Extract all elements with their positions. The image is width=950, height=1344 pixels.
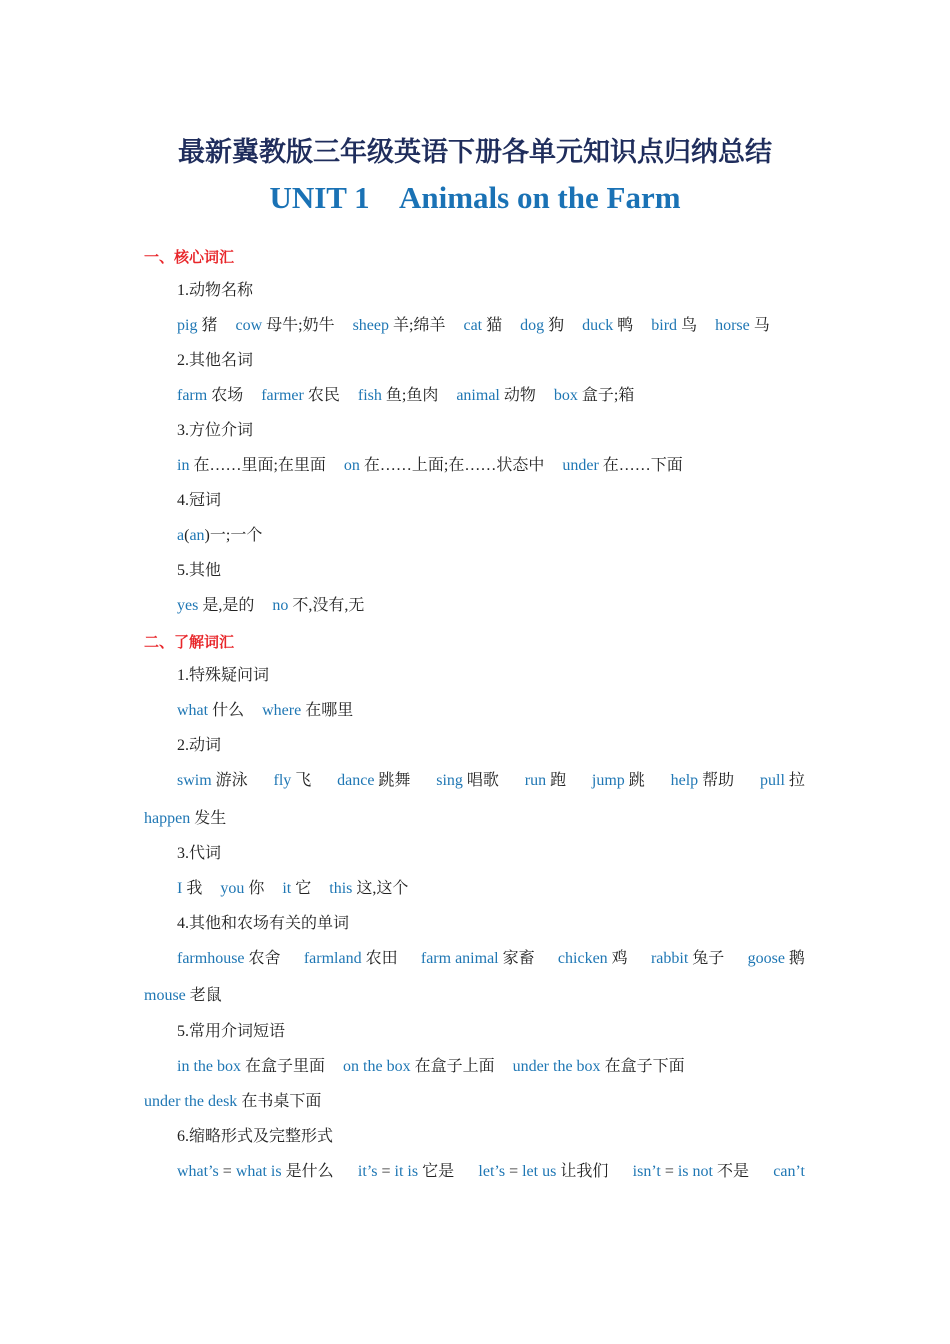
subheading-animal-names: 1.动物名称	[177, 282, 254, 299]
word-en: pig	[177, 317, 198, 334]
vocab-line-wh-words	[177, 701, 353, 721]
word-en: an	[189, 527, 205, 544]
word-en: cow	[235, 317, 263, 334]
vocab-line-farm-words	[177, 949, 805, 969]
word-en: swim	[177, 772, 212, 789]
word-en: on the box	[343, 1058, 411, 1075]
word-en: in the box	[177, 1058, 241, 1075]
word-en: cat	[463, 317, 483, 334]
vocab-line-prep-phrases-cont	[144, 1092, 321, 1112]
word-en: farmland	[303, 950, 362, 967]
word-zh: 是什么	[285, 1163, 334, 1180]
word-zh: 在盒子下面	[604, 1058, 685, 1075]
word-zh: 在盒子上面	[414, 1058, 495, 1075]
word-zh: 跳	[628, 772, 645, 789]
word-en: sheep	[352, 317, 390, 334]
paren-open: (	[184, 527, 190, 544]
word-zh: 家畜	[502, 950, 535, 967]
vocab-line-others	[177, 596, 364, 616]
word-zh: 在盒子里面	[245, 1058, 326, 1075]
word-zh: 拉	[788, 772, 805, 789]
word-zh: 鸭	[617, 317, 634, 334]
contraction-short: it’s	[357, 1163, 378, 1180]
equals-sign: =	[505, 1163, 523, 1180]
word-zh: 一;一个	[209, 527, 263, 544]
word-en: fish	[357, 387, 382, 404]
subheading-prep-phrases: 5.常用介词短语	[177, 1023, 286, 1040]
vocab-line-verbs-cont	[144, 809, 226, 829]
word-en: goose	[747, 950, 785, 967]
word-zh: 游泳	[215, 772, 248, 789]
word-en: fly	[273, 772, 292, 789]
word-zh: 动物	[503, 387, 536, 404]
contraction-short: what’s	[177, 1163, 219, 1180]
word-en: under	[562, 457, 599, 474]
word-en: help	[670, 772, 699, 789]
word-zh: 鸟	[681, 317, 698, 334]
word-zh: 不,没有,无	[292, 597, 365, 614]
word-en: jump	[591, 772, 625, 789]
subheading-verbs: 2.动词	[177, 737, 222, 754]
contraction-full: let us	[522, 1163, 557, 1180]
vocab-line-verbs	[177, 771, 805, 791]
word-zh: 羊;绵羊	[393, 317, 446, 334]
word-en: dog	[520, 317, 545, 334]
word-zh: 猫	[486, 317, 503, 334]
word-zh: 老鼠	[189, 987, 222, 1004]
paren-close: )	[204, 527, 210, 544]
word-zh: 在……下面	[602, 457, 683, 474]
vocab-line-farm-words-cont	[144, 986, 222, 1006]
unit-title: UNIT 1 Animals on the Farm	[269, 180, 681, 215]
word-en: what	[177, 702, 209, 719]
word-zh: 跑	[550, 772, 567, 789]
word-en: dance	[337, 772, 375, 789]
word-en: where	[262, 702, 302, 719]
word-zh: 鹅	[788, 950, 805, 967]
word-en: chicken	[557, 950, 608, 967]
word-zh: 不是	[716, 1163, 749, 1180]
word-zh: 你	[248, 880, 265, 897]
word-en: run	[524, 772, 547, 789]
contraction-short: isn’t	[632, 1163, 661, 1180]
word-en: farm	[177, 387, 208, 404]
subheading-wh-words: 1.特殊疑问词	[177, 667, 270, 684]
word-zh: 农舍	[248, 950, 281, 967]
vocab-line-animals	[177, 316, 770, 336]
word-en: animal	[456, 387, 500, 404]
word-en: farmhouse	[177, 950, 245, 967]
word-en: on	[343, 457, 360, 474]
word-zh: 在书桌下面	[241, 1093, 322, 1110]
word-zh: 鸡	[611, 950, 628, 967]
contraction-full: what is	[235, 1163, 282, 1180]
subheading-contractions: 6.缩略形式及完整形式	[177, 1128, 334, 1145]
word-zh: 我	[186, 880, 203, 897]
vocab-line-article	[177, 526, 262, 546]
contraction-full: it is	[394, 1163, 419, 1180]
word-zh: 这,这个	[356, 880, 409, 897]
word-zh: 它是	[422, 1163, 455, 1180]
contraction-full: is not	[677, 1163, 713, 1180]
word-en: no	[272, 597, 289, 614]
document-title: 最新冀教版三年级英语下册各单元知识点归纳总结	[178, 137, 772, 168]
word-en: farm animal	[420, 950, 499, 967]
word-en: under the box	[512, 1058, 601, 1075]
word-zh: 在……上面;在……状态中	[363, 457, 545, 474]
word-zh: 跳舞	[378, 772, 411, 789]
word-zh: 马	[753, 317, 770, 334]
word-zh: 农民	[307, 387, 340, 404]
word-en: farmer	[261, 387, 304, 404]
contraction-short: let’s	[478, 1163, 506, 1180]
word-en: happen	[144, 810, 191, 827]
equals-sign: =	[660, 1163, 678, 1180]
word-zh: 在……里面;在里面	[193, 457, 326, 474]
word-zh: 猪	[201, 317, 218, 334]
word-en: you	[220, 880, 245, 897]
word-en: horse	[715, 317, 750, 334]
subheading-prepositions: 3.方位介词	[177, 422, 254, 439]
vocab-line-pronouns	[177, 879, 408, 899]
word-en: box	[553, 387, 578, 404]
word-zh: 盒子;箱	[581, 387, 635, 404]
vocab-line-contractions	[177, 1162, 805, 1182]
word-en: in	[177, 457, 190, 474]
subheading-others: 5.其他	[177, 562, 222, 579]
word-en: bird	[651, 317, 678, 334]
vocab-line-prepositions	[177, 456, 683, 476]
word-en: under the desk	[144, 1093, 238, 1110]
word-en: it	[282, 880, 292, 897]
word-en: sing	[436, 772, 463, 789]
section-heading-core-vocab: 一、核心词汇	[144, 248, 235, 266]
word-zh: 让我们	[560, 1163, 609, 1180]
vocab-line-nouns	[177, 386, 634, 406]
subheading-articles: 4.冠词	[177, 492, 222, 509]
word-en: mouse	[144, 987, 186, 1004]
subheading-farm-words: 4.其他和农场有关的单词	[177, 915, 350, 932]
equals-sign: =	[218, 1163, 236, 1180]
word-zh: 帮助	[702, 772, 735, 789]
word-zh: 什么	[212, 702, 245, 719]
word-zh: 农场	[211, 387, 244, 404]
word-zh: 母牛;奶牛	[266, 317, 335, 334]
subheading-pronouns: 3.代词	[177, 845, 222, 862]
word-zh: 是,是的	[202, 597, 255, 614]
word-zh: 狗	[548, 317, 565, 334]
word-en: pull	[760, 772, 785, 789]
word-zh: 农田	[365, 950, 398, 967]
word-zh: 它	[295, 880, 312, 897]
vocab-line-prep-phrases	[177, 1057, 685, 1077]
word-zh: 飞	[295, 772, 312, 789]
word-en: this	[329, 880, 353, 897]
section-heading-extra-vocab: 二、了解词汇	[144, 633, 235, 651]
word-en: yes	[177, 597, 199, 614]
word-zh: 唱歌	[466, 772, 499, 789]
word-en: duck	[582, 317, 614, 334]
word-en: rabbit	[650, 950, 689, 967]
word-en: I	[177, 880, 183, 897]
word-zh: 在哪里	[305, 702, 354, 719]
word-en: a	[177, 527, 185, 544]
subheading-other-nouns: 2.其他名词	[177, 352, 254, 369]
equals-sign: =	[377, 1163, 395, 1180]
word-zh: 发生	[194, 810, 227, 827]
word-zh: 鱼;鱼肉	[385, 387, 439, 404]
word-zh: 兔子	[692, 950, 725, 967]
contraction-short: can’t	[773, 1163, 805, 1180]
